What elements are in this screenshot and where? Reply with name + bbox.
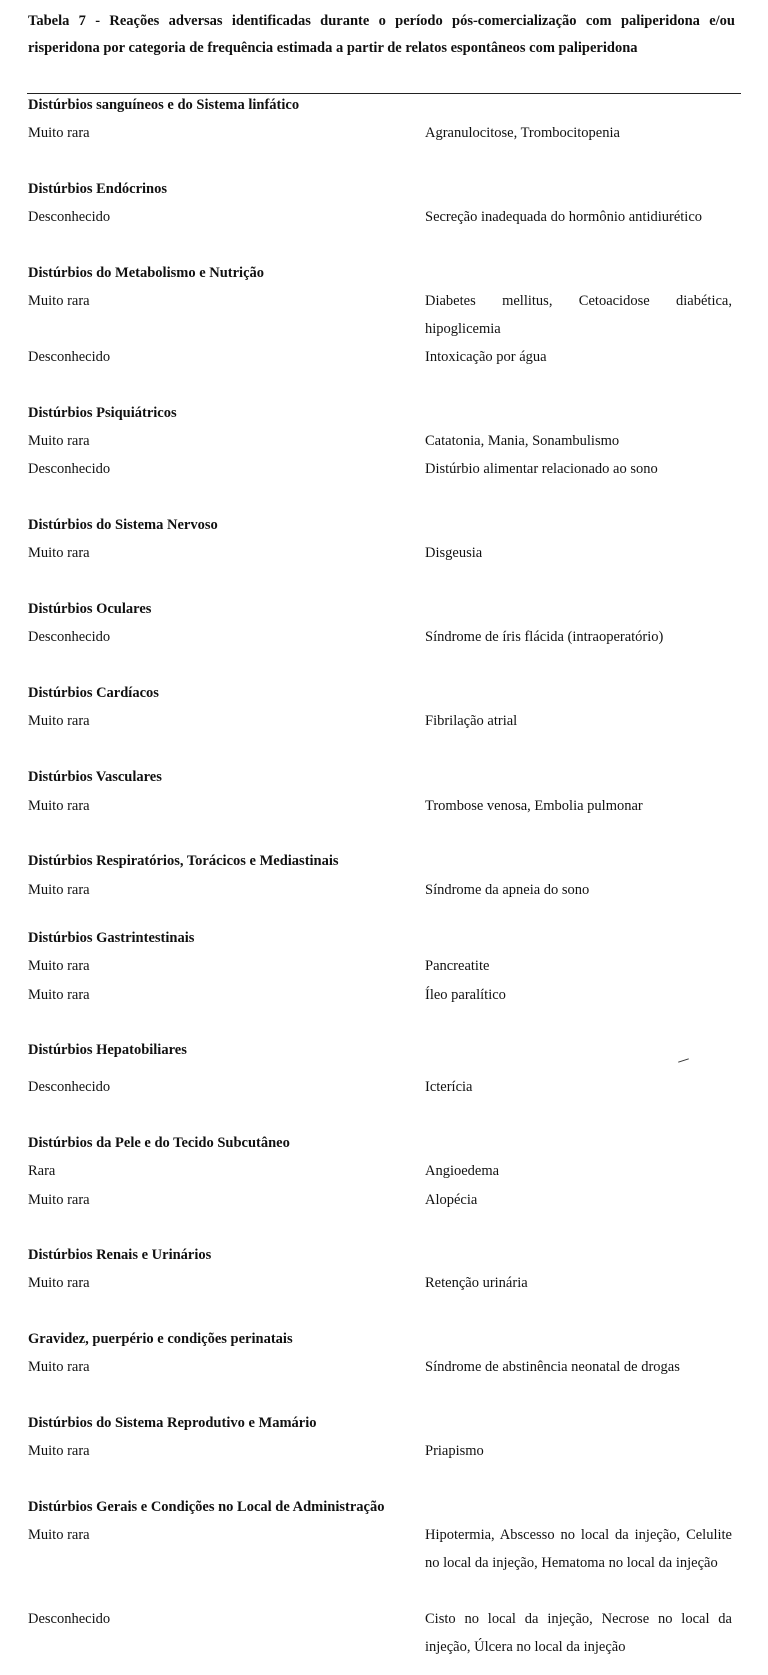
frequency-cell: Muito rara: [28, 125, 90, 141]
frequency-cell: Desconhecido: [28, 629, 111, 645]
reaction-cell: Fibrilação atrial: [425, 713, 518, 729]
frequency-cell: Desconhecido: [28, 1611, 111, 1627]
reaction-cell: Hipotermia, Abscesso no local da injeção, Celulite no local da injeção, Hematoma no local da injeção: [425, 1527, 732, 1571]
reaction-cell: Angioedema: [425, 1163, 500, 1179]
frequency-cell: Muito rara: [28, 882, 90, 898]
frequency-cell: Rara: [28, 1163, 56, 1179]
frequency-cell: Desconhecido: [28, 461, 111, 477]
frequency-cell: Muito rara: [28, 798, 90, 814]
section-title: Distúrbios Psiquiátricos: [28, 405, 177, 421]
frequency-cell: Muito rara: [28, 1192, 90, 1208]
section-title: Distúrbios Hepatobiliares: [28, 1042, 187, 1058]
table-caption: Tabela 7 - Reações adversas identificadas durante o período pós-comercialização com paliperidona e/ou risperidona por categoria de frequência estimada a partir de relatos espontâneos com paliperidona: [28, 13, 735, 56]
section-title: Gravidez, puerpério e condições perinatais: [28, 1331, 293, 1347]
reaction-cell: Disgeusia: [425, 545, 483, 561]
reaction-cell: Distúrbio alimentar relacionado ao sono: [425, 461, 658, 477]
frequency-cell: Muito rara: [28, 1275, 90, 1291]
reaction-cell: Íleo paralítico: [425, 987, 506, 1003]
caption-rule: [27, 93, 741, 94]
section-title: Distúrbios Cardíacos: [28, 685, 159, 701]
reaction-cell: Intoxicação por água: [425, 349, 547, 365]
reaction-cell: Agranulocitose, Trombocitopenia: [425, 125, 620, 141]
section-title: Distúrbios sanguíneos e do Sistema linfático: [28, 97, 300, 113]
reaction-cell: Pancreatite: [425, 958, 490, 974]
frequency-cell: Muito rara: [28, 713, 90, 729]
section-title: Distúrbios Gerais e Condições no Local de Administração: [28, 1499, 385, 1515]
section-title: Distúrbios do Sistema Reprodutivo e Mamário: [28, 1415, 317, 1431]
frequency-cell: Muito rara: [28, 545, 90, 561]
reaction-cell: Síndrome de íris flácida (intraoperatório): [425, 629, 664, 645]
section-title: Distúrbios da Pele e do Tecido Subcutâneo: [28, 1135, 290, 1151]
frequency-cell: Muito rara: [28, 433, 90, 449]
reaction-cell: Icterícia: [425, 1079, 473, 1095]
frequency-cell: Muito rara: [28, 958, 90, 974]
reaction-cell: Síndrome da apneia do sono: [425, 882, 590, 898]
section-title: Distúrbios Endócrinos: [28, 181, 167, 197]
frequency-cell: Desconhecido: [28, 1079, 111, 1095]
frequency-cell: Muito rara: [28, 293, 90, 309]
section-title: Distúrbios do Sistema Nervoso: [28, 517, 218, 533]
frequency-cell: Muito rara: [28, 987, 90, 1003]
reaction-cell: Catatonia, Mania, Sonambulismo: [425, 433, 620, 449]
reaction-cell: Retenção urinária: [425, 1275, 528, 1291]
section-title: Distúrbios Gastrintestinais: [28, 930, 195, 946]
section-title: Distúrbios Renais e Urinários: [28, 1247, 212, 1263]
frequency-cell: Desconhecido: [28, 349, 111, 365]
reaction-cell: Cisto no local da injeção, Necrose no local da injeção, Úlcera no local da injeção: [425, 1611, 732, 1655]
section-title: Distúrbios Oculares: [28, 601, 152, 617]
reaction-cell: Secreção inadequada do hormônio antidiurético: [425, 209, 703, 225]
reaction-cell: Priapismo: [425, 1443, 484, 1459]
reaction-cell: Síndrome de abstinência neonatal de drogas: [425, 1359, 680, 1375]
section-title: Distúrbios Vasculares: [28, 769, 162, 785]
frequency-cell: Muito rara: [28, 1443, 90, 1459]
section-title: Distúrbios do Metabolismo e Nutrição: [28, 265, 265, 281]
frequency-cell: Muito rara: [28, 1359, 90, 1375]
reaction-cell: Alopécia: [425, 1192, 478, 1208]
frequency-cell: Desconhecido: [28, 209, 111, 225]
reaction-cell: Diabetes mellitus, Cetoacidose diabética, hipoglicemia: [425, 293, 732, 337]
reaction-cell: Trombose venosa, Embolia pulmonar: [425, 798, 643, 814]
frequency-cell: Muito rara: [28, 1527, 90, 1543]
section-title: Distúrbios Respiratórios, Torácicos e Mediastinais: [28, 853, 339, 869]
